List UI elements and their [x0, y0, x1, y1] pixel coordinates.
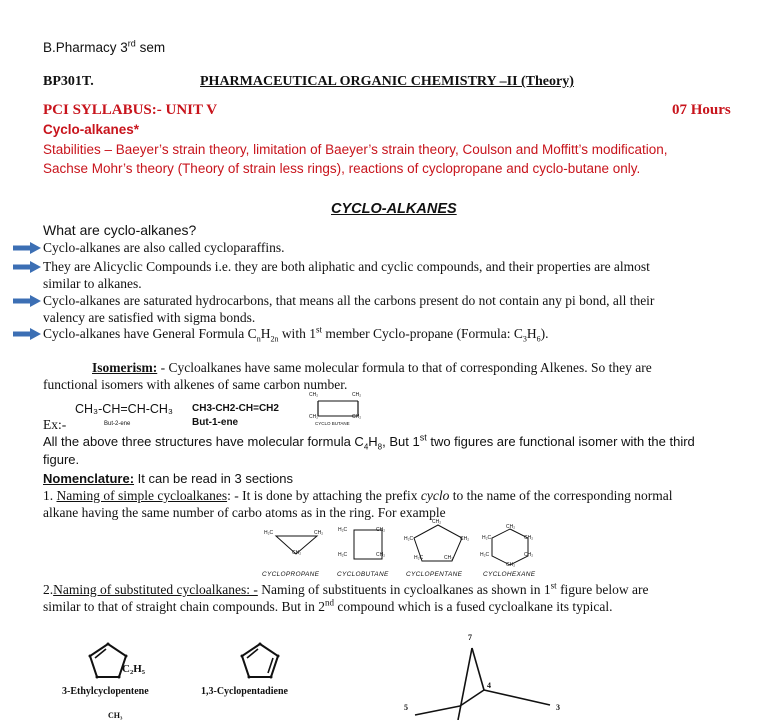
b4-6: 6 [536, 334, 541, 344]
bullet-3b: valency are satisfied with sigma bonds. [43, 310, 256, 325]
syllabus-line-1: Stabilities – Baeyer’s strain theory, limitation of Baeyer’s strain theory, Coulson and Moffitt’s modification, [43, 142, 668, 157]
bullet-4 [43, 326, 549, 342]
program-line [43, 40, 165, 56]
p1-a: : - It is done by attaching the prefix [227, 488, 421, 503]
p2-st: st [550, 580, 557, 591]
ethyl-substituent: C₂H₅ [122, 663, 146, 675]
arrow-right-icon [12, 242, 42, 254]
note-st: st [419, 432, 427, 443]
p1-b: to the name of the corresponding normal [449, 488, 673, 503]
cyclopentadiene-structure [236, 640, 284, 684]
isomerism-para-a [92, 360, 652, 376]
label-3: 3 [556, 703, 560, 712]
isomerism-label: Isomerism: [92, 360, 158, 375]
chex-ch2-b: CH₂ [524, 552, 534, 558]
note-8: 8 [377, 442, 383, 452]
syllabus-topic: Cyclo-alkanes* [43, 122, 140, 137]
label-5: 5 [404, 703, 408, 712]
isomerism-text-a: - Cycloalkanes have same molecular formula to that of corresponding Alkenes. So they are [157, 360, 652, 375]
b4-2n: 2n [270, 334, 279, 344]
label-cyclopentane: CYCLOPENTANE [406, 571, 463, 578]
bullet-3a: Cyclo-alkanes are saturated hydrocarbons, that means all the carbons present do not contain any pi bond, all their [43, 293, 655, 308]
syllabus-label: PCI SYLLABUS:- UNIT V [43, 102, 218, 118]
label-4: 4 [487, 681, 491, 690]
cp-ch2-a: CH₂ [314, 530, 324, 536]
cpent-h2c-b: H₂C [414, 555, 424, 561]
program-sup: rd [127, 38, 136, 49]
but-2-ene-formula: CH₃-CH=CH-CH₃ [75, 402, 174, 416]
note-b: , But 1 [382, 434, 420, 449]
course-title: PHARMACEUTICAL ORGANIC CHEMISTRY –II (Theory) [200, 74, 574, 89]
cb-ch2-3: CH₂ [309, 414, 319, 420]
bullet-2b: similar to alkanes. [43, 276, 142, 291]
label-cyclopropane: CYCLOPROPANE [262, 571, 320, 578]
cp-ch2-b: CH₂ [292, 550, 302, 556]
cpent-ch2-top: CH₂ [432, 519, 442, 525]
p2-head: Naming of substituted cycloalkanes: - [53, 582, 258, 597]
chex-h2c-a: H₂C [482, 535, 492, 541]
nomenclature-label: Nomenclature: [43, 471, 135, 486]
arrow-right-icon [12, 328, 42, 340]
program-suffix: sem [135, 40, 166, 55]
p2-d: compound which is a fused cycloalkane its typical. [333, 599, 613, 614]
bicyclic-structure [390, 640, 590, 720]
ethylcyclopentene-name: 3-Ethylcyclopentene [62, 686, 149, 697]
note-h: H [368, 434, 378, 449]
bottom-ch3: CH₃ [108, 711, 123, 720]
p1-head: Naming of simple cycloalkanes [56, 488, 228, 503]
naming-simple-para-2: alkane having the same number of carbo atoms as in the ring. For example [43, 505, 446, 520]
bullet-1: Cyclo-alkanes are also called cycloparaffins. [43, 240, 285, 255]
label-cyclobutane: CYCLOBUTANE [337, 571, 389, 578]
cb-ch2-1: CH₂ [309, 392, 319, 398]
molecular-formula-note [43, 432, 695, 452]
chex-ch2-bottom: CH₂ [506, 562, 516, 568]
naming-substituted-para-2 [43, 599, 613, 615]
b4-n: n [256, 334, 261, 344]
cyclobutane-name: CYCLO BUTANE [315, 421, 350, 426]
cb-ch2-4: CH₂ [352, 414, 362, 420]
naming-substituted-para [43, 582, 649, 598]
p1-cyclo: cyclo [420, 488, 450, 503]
cb-ch2-2: CH₂ [352, 392, 362, 398]
p1-num: 1. [43, 488, 57, 503]
but-2-ene-name: But-2-ene [104, 421, 131, 427]
b4-h2: H [526, 326, 537, 341]
molecular-formula-note-end: figure. [43, 452, 80, 467]
chex-ch2-a: CH₂ [524, 535, 534, 541]
syllabus-line-2: Sachse Mohr’s theory (Theory of strain less rings), reactions of cyclopropane and cyclo-butane only. [43, 161, 641, 176]
p2-a: Naming of substituents in cycloalkanes as shown in 1 [257, 582, 551, 597]
ethylcyclopentene-structure [86, 640, 136, 684]
cb2-ch2-a: CH₂ [376, 527, 386, 533]
b4-h: H [260, 326, 271, 341]
b4-end: ). [540, 326, 549, 341]
note-a: All the above three structures have molecular formula C [43, 434, 364, 449]
but-1-ene-name: But-1-ene [192, 417, 239, 428]
naming-simple-para [43, 488, 672, 504]
chex-h2c-b: H₂C [480, 552, 490, 558]
b4-st: st [315, 324, 322, 335]
cb-h2c-b: H₂C [338, 552, 348, 558]
cpent-ch2-b: CH₂ [444, 555, 454, 561]
chex-ch2-top: CH₂ [506, 524, 516, 530]
syllabus-hours: 07 Hours [672, 102, 731, 118]
p2-num: 2. [43, 582, 54, 597]
cb-h2c-a: H₂C [338, 527, 348, 533]
nomenclature-text: It can be read in 3 sections [134, 471, 294, 486]
b4-post: member Cyclo-propane (Formula: C [321, 326, 523, 341]
b4-pre: Cyclo-alkanes have General Formula C [43, 326, 257, 341]
b4-mid: with 1 [278, 326, 316, 341]
bullet-2a: They are Alicyclic Compounds i.e. they are both aliphatic and cyclic compounds, and their properties are almost [43, 259, 650, 274]
b4-3: 3 [522, 334, 527, 344]
p2-b: figure below are [556, 582, 649, 597]
cpent-ch2-r: CH₂ [460, 536, 470, 542]
cb2-ch2-b: CH₂ [376, 552, 386, 558]
cyclopentadiene-name: 1,3-Cyclopentadiene [201, 686, 288, 697]
cp-h2c: H₂C [264, 530, 274, 536]
p2-c: similar to that of straight chain compounds. But in 2 [43, 599, 325, 614]
note-c: two figures are functional isomer with the third [426, 434, 695, 449]
section-title: CYCLO-ALKANES [331, 201, 457, 217]
course-code: BP301T. [43, 74, 94, 89]
isomerism-para-b: functional isomers with alkenes of same carbon number. [43, 377, 348, 392]
p2-nd: nd [324, 597, 334, 608]
label-cyclohexane: CYCLOHEXANE [483, 571, 536, 578]
note-4: 4 [363, 442, 369, 452]
cpent-h2c: H₂C [404, 536, 414, 542]
program-text: B.Pharmacy 3 [43, 40, 128, 55]
label-7: 7 [468, 633, 472, 642]
nomenclature-line [43, 471, 293, 486]
question: What are cyclo-alkanes? [43, 222, 197, 238]
arrow-right-icon [12, 261, 42, 273]
arrow-right-icon [12, 295, 42, 307]
but-1-ene-formula: CH3-CH2-CH=CH2 [192, 403, 279, 414]
example-label: Ex:- [43, 417, 67, 432]
